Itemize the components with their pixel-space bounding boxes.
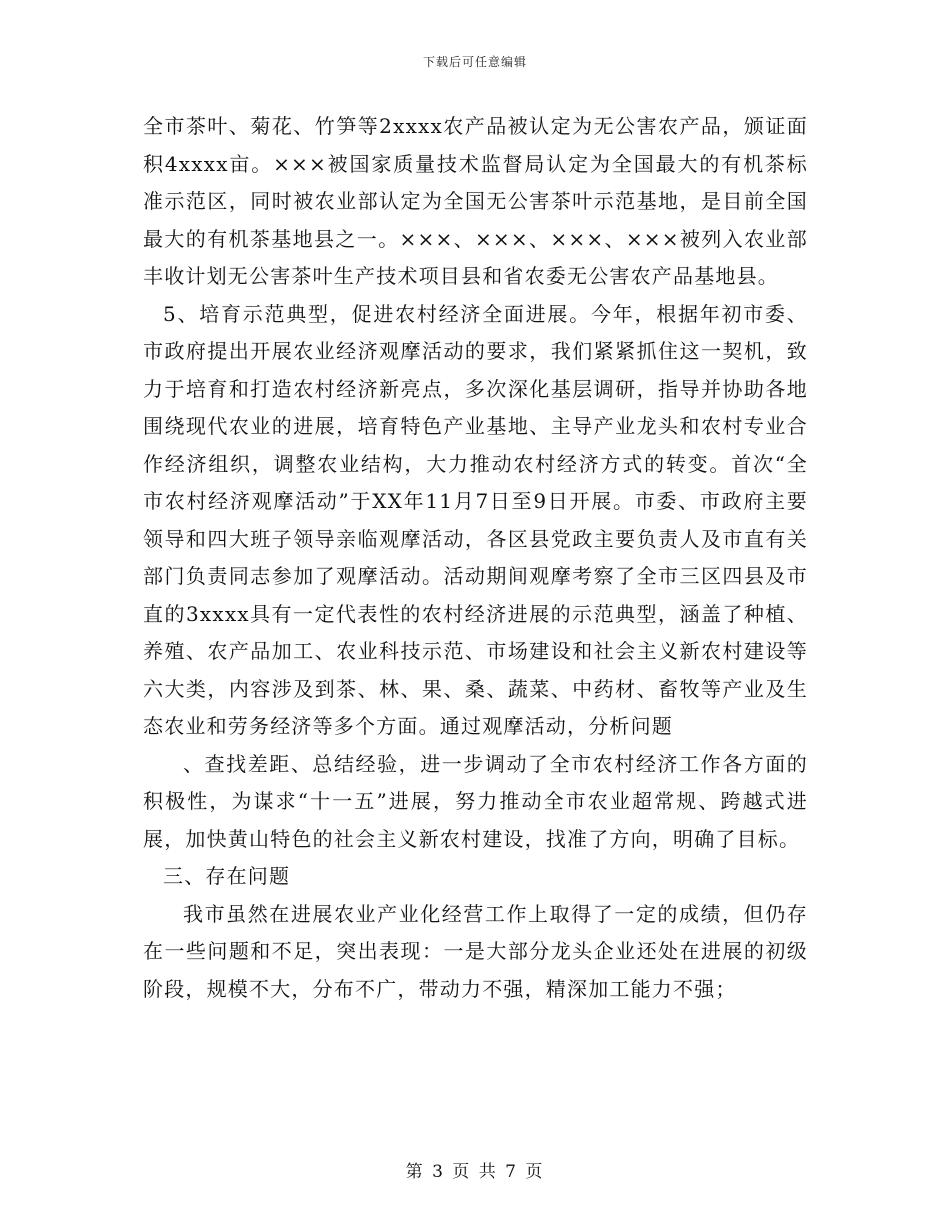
document-body bbox=[143, 108, 808, 1008]
section-heading-problems: 三、存在问题 bbox=[163, 864, 291, 888]
paragraph-demonstration: 5、培育示范典型，促进农村经济全面进展。今年，根据年初市委、市政府提出开展农业经济观摩活动的要求，我们紧紧抓住这一契机，致力于培育和打造农村经济新亮点，多次深化基层调研，指导并协助各地围绕现代农业的进展，培育特色产业基地、主导产业龙头和农村专业合作经济组织，调整农业结构，大力推动农村经济方式的转变。首次“全市农村经济观摩活动”于XX年11月7日至9日开展。市委、市政府主要领导和四大班子领导亲临观摩活动，各区县党政主要负责人及市直有关部门负责同志参加了观摩活动。活动期间观摩考察了全市三区四县及市直的3xxxx具有一定代表性的农村经济进展的示范典型，涵盖了种植、养殖、农产品加工、农业科技示范、市场建设和社会主义新农村建设等六大类，内容涉及到茶、林、果、桑、蔬菜、中药材、畜牧等产业及生态农业和劳务经济等多个方面。通过观摩活动，分析问题 bbox=[143, 301, 808, 738]
paragraph-problems: 我市虽然在进展农业产业化经营工作上取得了一定的成绩，但仍存在一些问题和不足，突出表现：一是大部分龙头企业还处在进展的初级阶段，规模不大，分布不广，带动力不强，精深加工能力不强； bbox=[143, 901, 808, 1001]
page-header: 下载后可任意编辑 bbox=[422, 55, 527, 69]
paragraph-certification: 全市茶叶、菊花、竹笋等2xxxx农产品被认定为无公害农产品，颁证面积4xxxx亩。×××被国家质量技术监督局认定为全国最大的有机茶标准示范区，同时被农业部认定为全国无公害茶叶示范基地，是目前全国最大的有机茶基地县之一。×××、×××、×××、×××被列入农业部丰收计划无公害茶叶生产技术项目县和省农委无公害农产品基地县。 bbox=[143, 114, 808, 288]
paragraph-results: 、查找差距、总结经验，进一步调动了全市农村经济工作各方面的积极性，为谋求“十一五”进展，努力推动全市农业超常规、跨越式进展，加快黄山特色的社会主义新农村建设，找准了方向，明确了目标。 bbox=[143, 751, 808, 851]
page-number: 第 3 页 共 7 页 bbox=[405, 1162, 545, 1182]
